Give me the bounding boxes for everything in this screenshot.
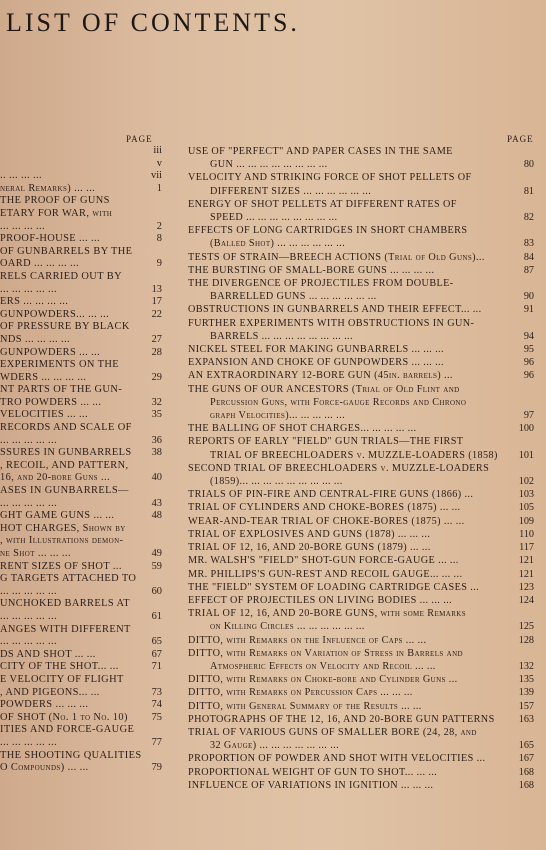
right-entry-title: INFLUENCE OF VARIATIONS IN IGNITION ... ... ... [188, 779, 434, 791]
left-entry [0, 724, 162, 737]
right-entry-title: (Balled Shot) ... ... ... ... ... ... [210, 238, 346, 250]
left-entry-title: 16, and 20-bore Guns ... [0, 472, 110, 484]
right-entry-title: SECOND TRIAL OF BREECHLOADERS v. MUZZLE-LOADERS [188, 462, 490, 474]
left-entry-page-number: 1 [156, 182, 162, 194]
right-entry-page-number: 165 [518, 740, 534, 752]
left-entry [0, 347, 162, 360]
left-entry-page-number: 79 [151, 762, 162, 774]
right-entry-page-number: 80 [523, 159, 534, 171]
right-entry-title: EFFECTS OF LONG CARTRIDGES IN SHORT CHAMBERS [188, 225, 468, 237]
right-entry-page-number: 102 [518, 476, 534, 488]
right-entry-title: GUN ... ... ... ... ... ... ... ... [210, 159, 328, 171]
left-entry-title: UNCHOKED BARRELS AT [0, 598, 130, 610]
left-entry [0, 611, 162, 624]
right-entry-page-number: 94 [523, 330, 534, 342]
right-entry [188, 343, 534, 356]
left-entry-title: E VELOCITY OF FLIGHT [0, 673, 124, 685]
right-entry [188, 541, 534, 554]
left-entry [0, 183, 162, 196]
left-entry-page-number: iii [153, 145, 162, 156]
left-entry-page-number: 17 [151, 296, 162, 308]
left-entry [0, 699, 162, 712]
right-entry [188, 779, 534, 792]
left-page-column-label: PAGE [126, 134, 153, 144]
right-entry [188, 488, 534, 501]
right-entry-title: Atmospheric Effects on Velocity and Recoil ... ... [210, 660, 436, 672]
left-entry [0, 170, 162, 183]
left-entry-page-number: 9 [156, 258, 162, 270]
right-entry [188, 726, 534, 739]
right-entry-page-number: 117 [519, 542, 534, 554]
right-entry-page-number: 163 [518, 713, 534, 725]
right-entry-page-number: 82 [523, 212, 534, 224]
left-entry-title: VELOCITIES ... ... [0, 409, 89, 421]
left-entry [0, 447, 162, 460]
left-entry-title: ... ... ... ... [0, 220, 45, 232]
left-entry-title: CITY OF THE SHOT... ... [0, 661, 119, 673]
right-entry-title: WEAR-AND-TEAR TRIAL OF CHOKE-BORES (1875) ... ... [188, 515, 465, 527]
right-entry-page-number: 124 [518, 594, 534, 606]
right-entry [188, 383, 534, 396]
right-entry [188, 290, 534, 303]
left-entry-page-number: 59 [151, 560, 162, 572]
left-entry [0, 636, 162, 649]
left-entry-title: ... ... ... ... ... [0, 736, 57, 748]
left-entry-page-number: 38 [151, 447, 162, 459]
left-entry-page-number: v [156, 157, 162, 169]
right-entry-page-number: 123 [518, 581, 534, 593]
right-entry [188, 528, 534, 541]
right-entry-page-number: 90 [523, 291, 534, 303]
right-entry-title: PROPORTIONAL WEIGHT OF GUN TO SHOT... ... ... [188, 766, 438, 778]
left-entry-title: RELS CARRIED OUT BY [0, 270, 123, 282]
left-entry-title: , with Illustrations demon- [0, 535, 124, 547]
right-entry-page-number: 95 [523, 344, 534, 356]
left-entry-title: ne Shot ... ... ... [0, 548, 71, 559]
left-entry-title: RECORDS AND SCALE OF [0, 422, 132, 434]
left-entry-title: .. ... ... ... [0, 170, 42, 182]
left-entry-page-number: 65 [151, 636, 162, 648]
left-entry-page-number: 35 [151, 409, 162, 421]
left-entry-page-number: 43 [151, 497, 162, 509]
left-entry-page-number: 22 [151, 308, 162, 320]
left-entry-title: OARD ... ... ... ... [0, 258, 80, 270]
left-entry [0, 535, 162, 548]
left-entry [0, 523, 162, 536]
right-entry [188, 647, 534, 660]
left-entry [0, 498, 162, 511]
left-entry-page-number: 28 [151, 346, 162, 358]
right-entry-title: on Killing Circles ... ... ... ... ... ... [210, 621, 365, 633]
left-entry-title: O Compounds) ... ... [0, 762, 89, 774]
right-entry [188, 581, 534, 594]
left-entry-title: ... ... ... ... ... [0, 283, 57, 295]
left-entry-title: RENT SIZES OF SHOT ... [0, 560, 122, 572]
right-entry-title: PHOTOGRAPHS OF THE 12, 16, AND 20-BORE GUN PATTERNS [188, 713, 495, 725]
right-entry [188, 660, 534, 673]
right-entry [188, 554, 534, 567]
left-entry [0, 359, 162, 372]
right-entry-page-number: 132 [518, 660, 534, 672]
right-entry-title: NICKEL STEEL FOR MAKING GUNBARRELS ... ... ... [188, 344, 444, 356]
right-entry-page-number: 125 [518, 621, 534, 633]
left-entry [0, 334, 162, 347]
right-entry [188, 303, 534, 316]
right-entry-title: PROPORTION OF POWDER AND SHOT WITH VELOCITIES ... [188, 753, 486, 765]
right-entry [188, 158, 534, 171]
right-entry [188, 634, 534, 647]
right-entry-title: EFFECT OF PROJECTILES ON LIVING BODIES ... ... ... [188, 594, 453, 606]
left-entry-page-number: 27 [151, 333, 162, 345]
right-entry [188, 501, 534, 514]
right-entry-title: THE "FIELD" SYSTEM OF LOADING CARTRIDGE CASES ... [188, 581, 480, 593]
left-entry-page-number: 40 [151, 472, 162, 484]
left-entry [0, 145, 162, 158]
left-entry [0, 624, 162, 637]
left-entry-page-number: 48 [151, 510, 162, 522]
left-entry-title: G TARGETS ATTACHED TO [0, 573, 137, 585]
right-entry [188, 369, 534, 382]
right-entry [188, 620, 534, 633]
right-entry-title: FURTHER EXPERIMENTS WITH OBSTRUCTIONS IN GUN- [188, 317, 475, 329]
right-page-column-label: PAGE [507, 134, 534, 144]
right-entry-page-number: 96 [523, 357, 534, 369]
right-entry-page-number: 128 [518, 634, 534, 646]
right-entry [188, 607, 534, 620]
left-entry-title: POWDERS ... ... ... [0, 699, 89, 711]
right-entry [188, 515, 534, 528]
right-entry-title: DITTO, with General Summary of the Results ... ... [188, 700, 422, 712]
left-entry [0, 510, 162, 523]
left-entry [0, 422, 162, 435]
left-entry-title: ... ... ... ... ... [0, 497, 57, 509]
right-entry-page-number: 168 [518, 779, 534, 791]
left-contents-column [0, 145, 162, 775]
right-entry-title: DITTO, with Remarks on Variation of Stress in Barrels and [188, 647, 464, 659]
left-entry [0, 598, 162, 611]
right-entry [188, 568, 534, 581]
left-entry-title: ... ... ... ... ... [0, 434, 57, 446]
left-entry-title: OF SHOT (No. 1 to No. 10) [0, 711, 128, 723]
right-entry [188, 237, 534, 250]
left-entry [0, 195, 162, 208]
right-entry-page-number: 97 [523, 410, 534, 422]
right-entry [188, 251, 534, 264]
right-entry-title: MR. WALSH'S "FIELD" SHOT-GUN FORCE-GAUGE ... ... [188, 555, 459, 567]
right-entry-title: TRIAL OF BREECHLOADERS v. MUZZLE-LOADERS (1858) [210, 449, 498, 461]
left-entry-title: ... ... ... ... ... [0, 636, 57, 648]
right-entry-title: MR. PHILLIPS'S GUN-REST AND RECOIL GAUGE... ... ... [188, 568, 463, 580]
right-entry [188, 211, 534, 224]
left-entry-title: TRO POWDERS ... ... [0, 396, 102, 408]
right-entry [188, 435, 534, 448]
left-entry [0, 221, 162, 234]
right-entry-title: EXPANSION AND CHOKE OF GUNPOWDERS ... ... ... [188, 357, 444, 369]
left-entry-page-number: 74 [151, 699, 162, 711]
left-entry [0, 284, 162, 297]
left-entry [0, 246, 162, 259]
left-entry-page-number: 36 [151, 434, 162, 446]
right-entry [188, 145, 534, 158]
left-entry-page-number: 67 [151, 648, 162, 660]
left-entry-title: HOT CHARGES, Shown by [0, 522, 126, 534]
left-entry [0, 485, 162, 498]
right-entry-title: 32 Gauge) ... ... ... ... ... ... ... [210, 740, 340, 752]
right-entry [188, 330, 534, 343]
right-entry [188, 185, 534, 198]
right-entry-title: TRIAL OF EXPLOSIVES AND GUNS (1878) ... ... ... [188, 528, 431, 540]
right-entry-title: THE GUNS OF OUR ANCESTORS (Trial of Old Flint and [188, 383, 460, 395]
left-entry [0, 460, 162, 473]
left-entry-title: neral Remarks) ... ... [0, 182, 96, 194]
left-entry [0, 661, 162, 674]
right-entry-title: DITTO, with Remarks on Percussion Caps ... ... ... [188, 687, 413, 699]
right-entry [188, 739, 534, 752]
left-entry-page-number: 8 [156, 233, 162, 245]
right-entry [188, 422, 534, 435]
left-entry [0, 548, 162, 561]
right-entry-title: (1859)... ... ... ... ... ... ... ... ... [210, 476, 343, 488]
right-entry-title: USE OF "PERFECT" AND PAPER CASES IN THE SAME [188, 146, 453, 157]
right-entry-page-number: 96 [523, 370, 534, 382]
right-entry [188, 277, 534, 290]
right-entry [188, 713, 534, 726]
right-entry [188, 475, 534, 488]
right-entry-title: TRIAL OF CYLINDERS AND CHOKE-BORES (1875) ... ... [188, 502, 461, 514]
left-entry-title: EXPERIMENTS ON THE [0, 359, 119, 371]
right-entry-page-number: 105 [518, 502, 534, 514]
left-entry-page-number: 77 [151, 736, 162, 748]
right-entry-page-number: 168 [518, 766, 534, 778]
right-entry-title: OBSTRUCTIONS IN GUNBARRELS AND THEIR EFFECT... ... [188, 304, 482, 316]
left-entry [0, 233, 162, 246]
right-entry [188, 409, 534, 422]
left-entry-page-number: 73 [151, 686, 162, 698]
left-entry [0, 397, 162, 410]
right-entry-page-number: 101 [518, 449, 534, 461]
right-entry [188, 396, 534, 409]
left-entry [0, 208, 162, 221]
right-entry-title: THE DIVERGENCE OF PROJECTILES FROM DOUBLE- [188, 278, 454, 290]
left-entry-title: ETARY FOR WAR, with [0, 207, 113, 219]
left-entry-page-number: 60 [151, 585, 162, 597]
left-entry-title: ... ... ... ... ... [0, 585, 57, 597]
left-entry [0, 573, 162, 586]
right-entry-title: TRIAL OF VARIOUS GUNS OF SMALLER BORE (24, 28, and [188, 726, 477, 738]
left-entry-title: THE SHOOTING QUALITIES [0, 749, 142, 761]
left-entry-title: NDS ... ... ... ... [0, 333, 70, 345]
right-entry [188, 700, 534, 713]
right-entry [188, 449, 534, 462]
right-entry-title: AN EXTRAORDINARY 12-BORE GUN (45in. barrels) ... [188, 370, 453, 382]
left-entry [0, 712, 162, 725]
left-entry [0, 674, 162, 687]
right-entry-title: Percussion Guns, with Force-gauge Records and Chrono [210, 396, 467, 408]
right-entry [188, 264, 534, 277]
right-entry-title: graph Velocities)... ... ... ... ... [210, 410, 346, 422]
left-entry-title: THE PROOF OF GUNS [0, 195, 110, 207]
left-entry-page-number: 75 [151, 711, 162, 723]
right-entry [188, 673, 534, 686]
left-entry-page-number: 71 [151, 661, 162, 673]
right-entry-page-number: 167 [518, 753, 534, 765]
left-entry-title: ASES IN GUNBARRELS— [0, 485, 129, 497]
left-entry-page-number: 49 [151, 548, 162, 559]
left-entry-title: GUNPOWDERS... ... ... [0, 308, 110, 320]
right-entry-page-number: 121 [518, 568, 534, 580]
left-entry-title: GUNPOWDERS ... ... [0, 346, 101, 358]
left-entry [0, 258, 162, 271]
right-entry-title: DITTO, with Remarks on the Influence of Caps ... ... [188, 634, 427, 646]
right-entry-title: DIFFERENT SIZES ... ... ... ... ... ... [210, 185, 372, 197]
right-entry-title: TRIALS OF PIN-FIRE AND CENTRAL-FIRE GUNS (1866) ... [188, 489, 474, 501]
left-entry-title: DS AND SHOT ... ... [0, 648, 96, 660]
right-entry-title: TESTS OF STRAIN—BREECH ACTIONS (Trial of Old Guns)... [188, 251, 485, 263]
right-entry-page-number: 157 [518, 700, 534, 712]
left-entry-page-number: 61 [151, 610, 162, 622]
left-entry [0, 384, 162, 397]
left-entry-title: NT PARTS OF THE GUN- [0, 384, 123, 396]
right-entry [188, 356, 534, 369]
left-entry [0, 687, 162, 700]
right-entry [188, 317, 534, 330]
left-entry-title: GHT GAME GUNS ... ... [0, 510, 115, 522]
right-entry-title: REPORTS OF EARLY "FIELD" GUN TRIALS—THE FIRST [188, 436, 464, 448]
left-entry [0, 762, 162, 775]
right-entry-title: BARRELS ... ... ... ... ... ... ... ... [210, 330, 353, 342]
left-entry-title: OF GUNBARRELS BY THE [0, 245, 133, 257]
left-entry-title: ITIES AND FORCE-GAUGE [0, 724, 135, 736]
right-entry-page-number: 83 [523, 238, 534, 250]
left-entry [0, 309, 162, 322]
right-entry-title: TRIAL OF 12, 16, AND 20-BORE GUNS, with some Remarks [188, 608, 467, 620]
left-entry [0, 649, 162, 662]
left-entry-title: OF PRESSURE BY BLACK [0, 321, 130, 333]
right-entry-title: TRIAL OF 12, 16, AND 20-BORE GUNS (1879) ... ... [188, 542, 431, 554]
left-entry [0, 472, 162, 485]
right-entry [188, 686, 534, 699]
right-entry-page-number: 81 [523, 185, 534, 197]
right-entry-page-number: 100 [518, 423, 534, 435]
right-entry-page-number: 135 [518, 674, 534, 686]
right-entry [188, 198, 534, 211]
right-entry-page-number: 121 [518, 555, 534, 567]
right-entry [188, 171, 534, 184]
right-entry-title: ENERGY OF SHOT PELLETS AT DIFFERENT RATES OF [188, 198, 457, 210]
left-entry [0, 561, 162, 574]
left-entry-title: , AND PIGEONS... ... [0, 686, 100, 698]
title-text: LIST OF CONTENTS. [6, 8, 300, 37]
left-entry [0, 372, 162, 385]
right-entry [188, 224, 534, 237]
right-entry-page-number: 84 [523, 251, 534, 263]
right-entry [188, 752, 534, 765]
right-entry [188, 594, 534, 607]
right-entry-title: VELOCITY AND STRIKING FORCE OF SHOT PELLETS OF [188, 172, 472, 184]
left-entry-page-number: 13 [151, 283, 162, 295]
left-entry-title: SSURES IN GUNBARRELS [0, 447, 132, 459]
left-entry-title: PROOF-HOUSE ... ... [0, 233, 100, 245]
left-entry [0, 737, 162, 750]
right-entry-title: SPEED ... ... ... ... ... ... ... ... [210, 212, 338, 224]
left-entry [0, 321, 162, 334]
right-entry [188, 462, 534, 475]
left-entry [0, 296, 162, 309]
left-entry-title: , RECOIL, AND PATTERN, [0, 459, 129, 471]
right-entry-page-number: 109 [518, 515, 534, 527]
left-entry-title: ... ... ... ... ... [0, 610, 57, 622]
left-entry [0, 158, 162, 171]
right-entry-page-number: 110 [519, 528, 534, 540]
left-entry-title: ERS ... ... ... ... [0, 296, 69, 308]
left-entry-page-number: vii [151, 170, 162, 182]
right-entry-page-number: 87 [523, 264, 534, 276]
right-entry-title: DITTO, with Remarks on Choke-bore and Cylinder Guns ... [188, 674, 458, 686]
right-entry-page-number: 91 [523, 304, 534, 316]
left-entry [0, 271, 162, 284]
left-entry-title: ANGES WITH DIFFERENT [0, 623, 131, 635]
left-entry [0, 409, 162, 422]
right-entry-title: THE BURSTING OF SMALL-BORE GUNS ... ... ... ... [188, 264, 435, 276]
left-entry-page-number: 2 [156, 220, 162, 232]
left-entry [0, 750, 162, 763]
page-title [0, 8, 400, 38]
left-entry-page-number: 32 [151, 396, 162, 408]
left-entry [0, 435, 162, 448]
right-entry-title: BARRELLED GUNS ... ... ... ... ... ... [210, 291, 377, 303]
left-entry-page-number: 29 [151, 371, 162, 383]
right-entry-title: THE BALLING OF SHOT CHARGES... ... ... ... ... [188, 423, 417, 435]
left-entry [0, 586, 162, 599]
right-entry [188, 766, 534, 779]
right-contents-column [188, 145, 534, 792]
left-entry-title: WDERS ... ... ... ... [0, 371, 87, 383]
right-entry-page-number: 139 [518, 687, 534, 699]
right-entry-page-number: 103 [518, 489, 534, 501]
